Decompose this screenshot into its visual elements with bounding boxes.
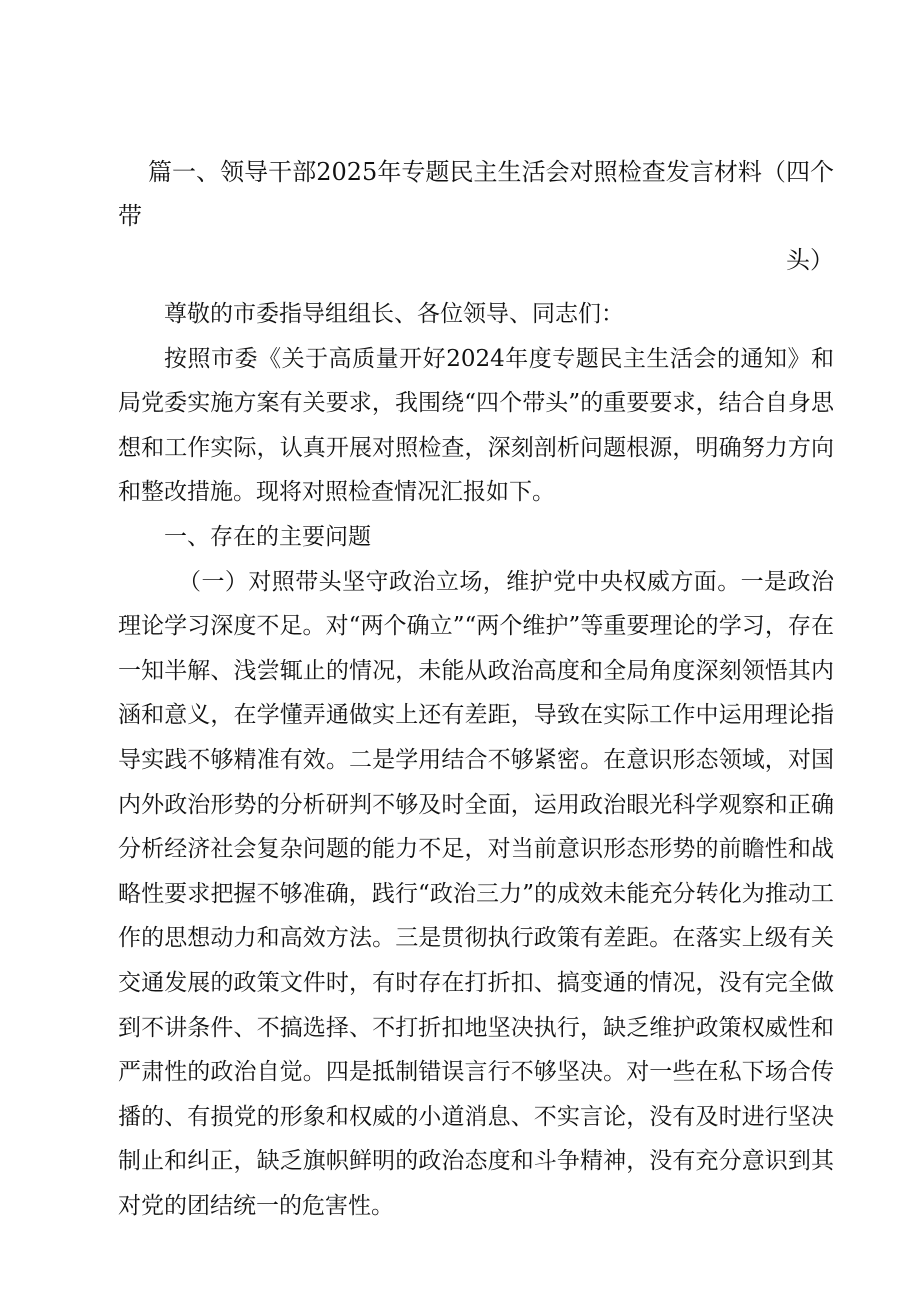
document-title-tail: 头）: [786, 246, 834, 274]
section-heading: 一、存在的主要问题: [164, 523, 371, 550]
subsection-paragraph: （一）对照带头坚守政治立场，维护党中央权威方面。一是政治理论学习深度不足。对“两个确立”“两个维护”等重要理论的学习，存在一知半解、浅尝辄止的情况，未能从政治高度和全局角度深刻领悟其内涵和意义，在学懂弄通做实上还有差距，导致在实际工作中运用理论指导实践不够精准有效。二是学用结合不够紧密。在意识形态领域，对国内外政治形势的分析研判不够及时全面，运用政治眼光科学观察和正确分析经济社会复杂问题的能力不足，对当前意识形态形势的前瞻性和战略性要求把握不够准确，践行“政治三力”的成效未能充分转化为推动工作的思想动力和高效方法。三是贯彻执行政策有差距。在落实上级有关交通发展的政策文件时，有时存在打折扣、搞变通的情况，没有完全做到不讲条件、不搞选择、不打折扣地坚决执行，缺乏维护政策权威性和严肃性的政治自觉。四是抵制错误言行不够坚决。对一些在私下场合传播的、有损党的形象和权威的小道消息、不实言论，没有及时进行坚决制止和纠正，缺乏旗帜鲜明的政治态度和斗争精神，没有充分意识到其对党的团结统一的危害性。: [118, 568, 834, 1219]
salutation: 尊敬的市委指导组组长、各位领导、同志们：: [164, 301, 624, 327]
document-title-main: 篇一、领导干部2025年专题民主生活会对照检查发言材料（四个带: [118, 158, 834, 230]
document-body: [118, 292, 834, 1228]
intro-paragraph: 按照市委《关于高质量开好2024年度专题民主生活会的通知》和局党委实施方案有关要求，我围绕“四个带头”的重要要求，结合自身思想和工作实际，认真开展对照检查，深刻剖析问题根源，明确努力方向和整改措施。现将对照检查情况汇报如下。: [118, 345, 834, 506]
document-title: [118, 150, 834, 282]
